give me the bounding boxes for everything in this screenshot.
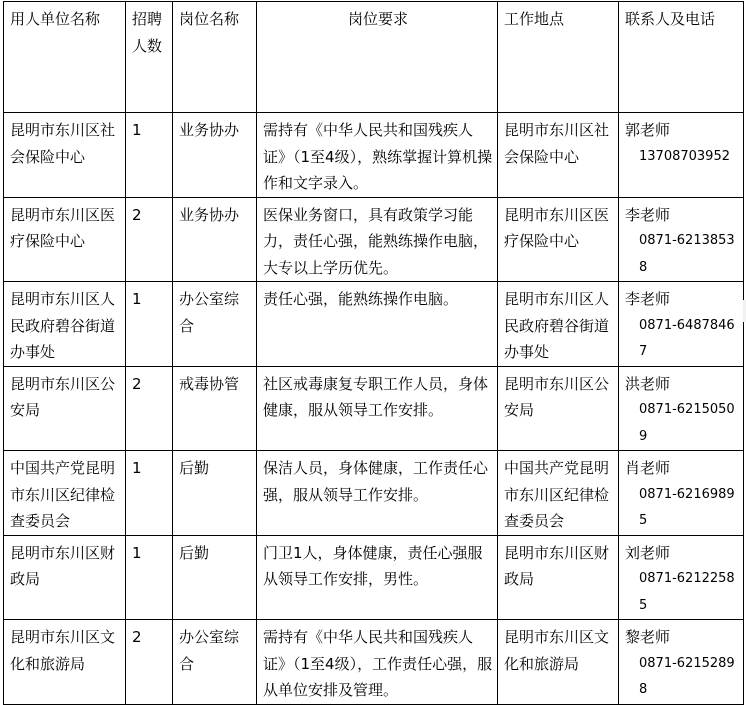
- employer-cell: 昆明市东川区公安局: [4, 366, 126, 451]
- contact-cell: [619, 113, 744, 198]
- location-cell: 中国共产党昆明市东川区纪律检查委员会: [498, 451, 619, 536]
- table-row: [4, 197, 744, 282]
- count-cell: 1: [126, 451, 173, 536]
- requirements-cell: 责任心强，能熟练操作电脑。: [257, 282, 498, 367]
- contact-cell: [619, 451, 744, 536]
- header-count: 招聘人数: [126, 2, 173, 113]
- contact-cell: [619, 620, 744, 705]
- employer-cell: 昆明市东川区医疗保险中心: [4, 197, 126, 282]
- employer-cell: 昆明市东川区文化和旅游局: [4, 620, 126, 705]
- header-row: [4, 2, 744, 113]
- count-cell: 1: [126, 113, 173, 198]
- header-contact: 联系人及电话: [619, 2, 744, 113]
- location-cell: 昆明市东川区文化和旅游局: [498, 620, 619, 705]
- contact-cell: [619, 535, 744, 620]
- location-cell: 昆明市东川区社会保险中心: [498, 113, 619, 198]
- table-row: [4, 366, 744, 451]
- contact-name: 黎老师: [625, 628, 671, 646]
- table-row: [4, 620, 744, 705]
- table-row: [4, 282, 744, 367]
- contact-name: 洪老师: [625, 374, 671, 393]
- table-row: [4, 451, 744, 536]
- position-cell: 业务协办: [173, 197, 257, 282]
- header-position: 岗位名称: [173, 2, 257, 113]
- contact-phone: 0871-62138538: [639, 233, 735, 275]
- requirements-cell: 社区戒毒康复专职工作人员，身体健康，服从领导工作安排。: [257, 366, 498, 451]
- employer-cell: 昆明市东川区财政局: [4, 535, 126, 620]
- contact-phone: 0871-62122585: [639, 571, 735, 613]
- employer-cell: 中国共产党昆明市东川区纪律检查委员会: [4, 451, 126, 536]
- requirements-cell: 门卫1人，身体健康，责任心强服从领导工作安排，男性。: [257, 535, 498, 620]
- count-cell: 2: [126, 366, 173, 451]
- requirements-cell: 需持有《中华人民共和国残疾人证》（1至4级），熟练掌握计算机操作和文字录入。: [257, 113, 498, 198]
- contact-phone: 0871-62169895: [639, 486, 735, 528]
- contact-name: 郭老师: [625, 121, 671, 139]
- location-cell: 昆明市东川区财政局: [498, 535, 619, 620]
- header-requirements: 岗位要求: [257, 2, 498, 113]
- location-cell: 昆明市东川区医疗保险中心: [498, 197, 619, 282]
- position-cell: 办公室综合: [173, 620, 257, 705]
- contact-cell: [619, 197, 744, 282]
- position-cell: 业务协办: [173, 113, 257, 198]
- requirements-cell: 保洁人员，身体健康，工作责任心强，服从领导工作安排。: [257, 451, 498, 536]
- contact-cell: [619, 366, 744, 451]
- table-row: [4, 535, 744, 620]
- contact-name: 刘老师: [625, 543, 671, 562]
- employer-cell: 昆明市东川区人民政府碧谷街道办事处: [4, 282, 126, 367]
- count-cell: 1: [126, 535, 173, 620]
- contact-phone: 0871-62152898: [639, 655, 735, 697]
- contact-name: 李老师: [625, 290, 671, 308]
- contact-phone: 13708703952: [639, 148, 730, 164]
- table-row: [4, 113, 744, 198]
- contact-phone: 0871-64878467: [639, 317, 735, 359]
- position-cell: 后勤: [173, 451, 257, 536]
- count-cell: 2: [126, 620, 173, 705]
- recruitment-table: [3, 1, 744, 705]
- location-cell: 昆明市东川区公安局: [498, 366, 619, 451]
- header-employer: 用人单位名称: [4, 2, 126, 113]
- header-location: 工作地点: [498, 2, 619, 113]
- contact-phone: 0871-62150509: [639, 402, 735, 444]
- contact-cell: [619, 282, 744, 367]
- position-cell: 戒毒协管: [173, 366, 257, 451]
- position-cell: 办公室综合: [173, 282, 257, 367]
- count-cell: 2: [126, 197, 173, 282]
- position-cell: 后勤: [173, 535, 257, 620]
- contact-name: 李老师: [625, 205, 671, 224]
- location-cell: 昆明市东川区人民政府碧谷街道办事处: [498, 282, 619, 367]
- contact-name: 肖老师: [625, 459, 671, 477]
- requirements-cell: 需持有《中华人民共和国残疾人证》（1至4级），工作责任心强，服从单位安排及管理。: [257, 620, 498, 705]
- employer-cell: 昆明市东川区社会保险中心: [4, 113, 126, 198]
- requirements-cell: 医保业务窗口，具有政策学习能力，责任心强，能熟练操作电脑，大专以上学历优先。: [257, 197, 498, 282]
- count-cell: 1: [126, 282, 173, 367]
